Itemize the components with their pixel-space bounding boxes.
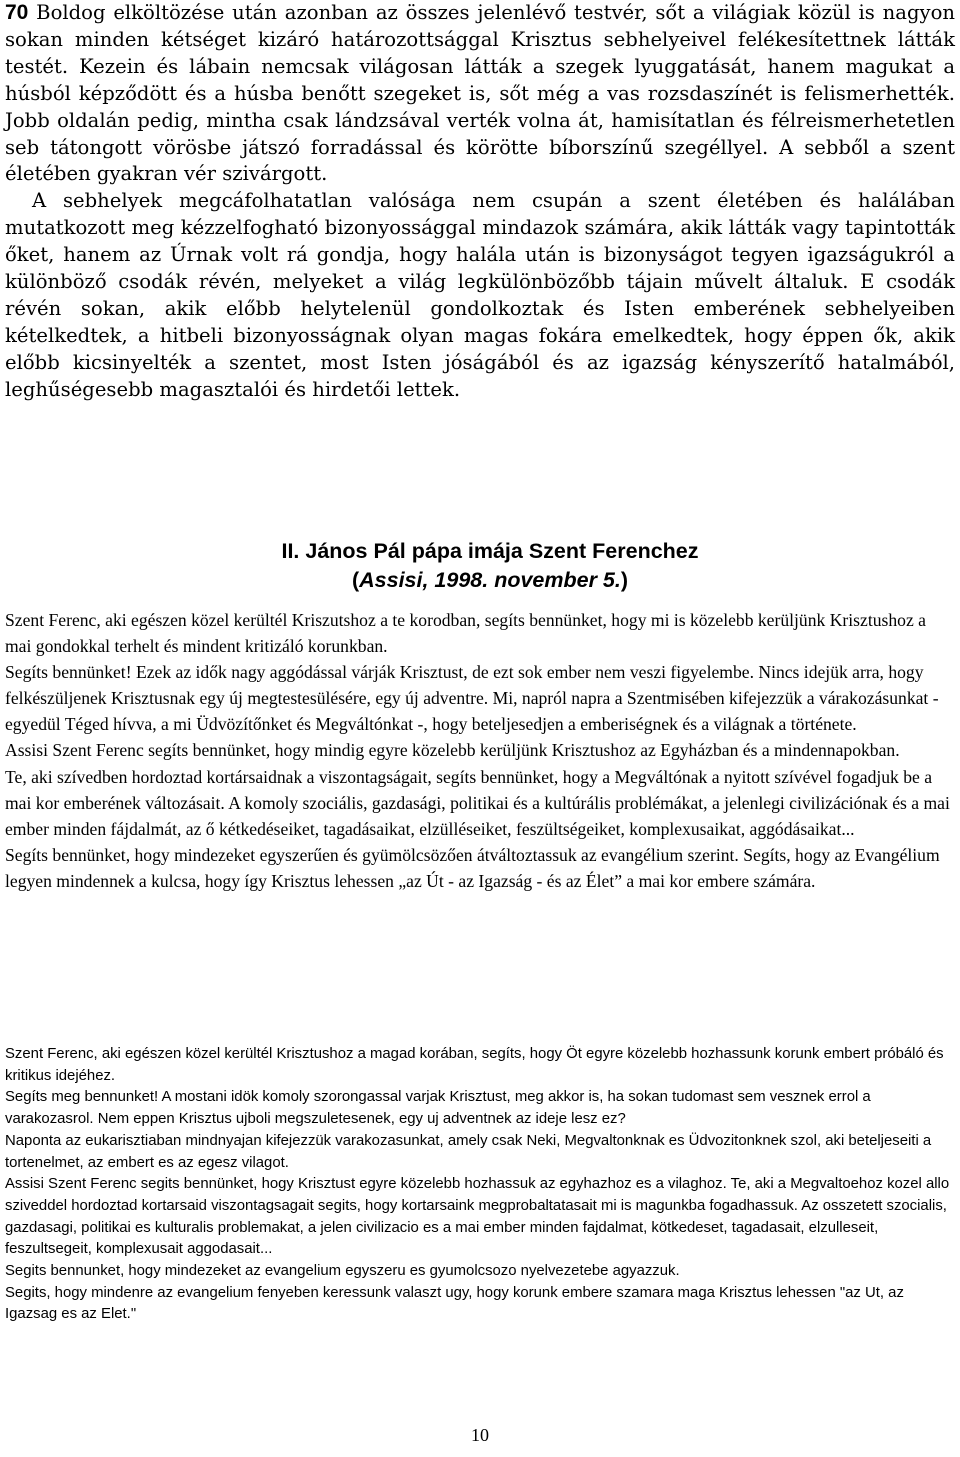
paragraph-text: Boldog elköltözése után azonban az összes jelenlévő testvér, sőt a világiak közül is nagyon sokan minden kétséget kizáró határozottsággal Krisztus sebhelyeivel felékesítettnek látták testét. Kezein és lábain nemcsak világosan látták a szegek lyuggatását, hanem magukat a húsból képződött és a húsba benőtt szegeket is, sőt még a vas rozsdaszínét is felismerhették. Jobb oldalán pedig, mintha csak lándzsával verték volna át, hamisítatlan és félreismerhetetlen seb tátongott vörösbe játszó forradással és körötte bíborszínű szegéllyel. A sebből a szent életében gyakran vér szivárgott. — [5, 1, 955, 186]
prayer-paragraph: Segits, hogy mindenre az evangelium fenyeben keressunk valaszt ugy, hogy korunk embere szamara maga Krisztus lehessen "az Ut, az Igazsag es az Elet." — [5, 1284, 904, 1323]
prayer-subtitle — [0, 566, 960, 595]
prayer-paragraph: Segíts meg bennunket! A mostani idök komoly szorongassal varjak Krisztust, meg akkor is, ha sokan tudomast sem vesznek errol a varakozasrol. Nem eppen Krisztus ujboli megszuletesenek, egy uj adventnek az ideje lesz ez? — [5, 1089, 871, 1128]
prayer-title: II. János Pál pápa imája Szent Ferenchez — [281, 539, 699, 563]
subtitle-close-paren: ) — [620, 568, 629, 592]
prayer-paragraph: Szent Ferenc, aki egészen közel kerültél Krisztushoz a magad korában, segíts, hogy Öt egyre közelebb hozhassunk korunk embert próbáló és kritikus idejéhez. — [5, 1046, 944, 1084]
hungarian-legend-text — [5, 0, 955, 404]
paragraph-70 — [5, 0, 955, 188]
prayer-paragraph: Segíts bennünket, hogy mindezeket egyszerűen és gyümölcsözően átváltoztassuk az evangélium szerint. Segíts, hogy az Evangélium legyen mindennek a kulcsa, hogy így Krisztus lehessen „az Út - az Igazság - és az Élet” a mai kor embere számára. — [5, 844, 940, 891]
prayer-paragraph: Segíts bennünket! Ezek az idők nagy aggódással várják Krisztust, de ezt sok ember nem veszi figyelembe. Nincs idejük arra, hogy felkészüljenek Krisztusnak egy új megtestesülésére, egy új adventre. Mi, napról napra a Szentmisében kifejezzük a várakozásunkat - egyedül Téged hívva, a mi Üdvözítőnket és Megváltónkat -, hogy beteljesedjen a emberiségnek és a világnak a története. — [5, 662, 939, 735]
prayer-paragraph: Szent Ferenc, aki egészen közel kerültél Kriszutshoz a te korodban, segíts bennünket, hogy mi is közelebb kerüljünk Krisztushoz a mai gondokkal terhelt és mindent kritizáló korunkban. — [5, 610, 926, 657]
paragraph-number: 70 — [5, 1, 29, 24]
paragraph-stigmata-miracles: A sebhelyek megcáfolhatatlan valósága nem csupán a szent életében és halálában mutatkozott meg kézzelfogható bizonyossággal mindazok számára, akik látták vagy tapintották őket, hanem az Úrnak volt rá gondja, hogy halála után is bizonyságot tegyen igazságukról a különböző csodák révén, melyeket a világ legkülönbözőbb tájain művelt általuk. E csodák révén sokan, akik előbb helytelenül gondolkoztak és Isten emberének sebhelyeiben kételkedtek, a hitbeli bizonyosságnak olyan magas fokára emelkedtek, hogy éppen ők, akik előbb kicsinyelték a szentet, most Isten jóságából és az igazság kényszerítő hatalmából, leghűségesebb magasztalói és hirdetői lettek. — [5, 189, 955, 401]
prayer-text-accented — [5, 607, 955, 894]
subtitle-place-date: Assisi, 1998. november 5. — [359, 568, 621, 592]
prayer-text-unaccented — [5, 1044, 955, 1326]
prayer-paragraph: Segits bennunket, hogy mindezeket az evangelium egyszeru es gyumolcsozo nyelvezetebe agyazzuk. — [5, 1263, 680, 1280]
prayer-paragraph: Te, aki szívedben hordoztad kortársaidnak a viszontagságait, segíts bennünket, hogy a Megváltónak a nyitott szívével fogadjuk be a mai kor emberének változásait. A komoly szociális, gazdasági, politikai és a kultúrális problémákat, a jelenlegi civilizációnak és a mai ember minden fájdalmát, az ő kétkedéseiket, tagadásaikat, elzülléseiket, feszültségeiket, komplexusaikat, aggódásaikat... — [5, 766, 950, 839]
subtitle-open-paren: ( — [351, 568, 360, 592]
prayer-paragraph: Naponta az eukarisztiaban mindnyajan kifejezzük varakozasunkat, amely csak Neki, Megvaltonknak es Üdvozitonknek szol, aki beteljeseiti a tortenelmet, az embert es az egesz vilagot. — [5, 1132, 932, 1171]
page-number: 10 — [471, 1425, 489, 1445]
prayer-paragraph: Assisi Szent Ferenc segíts bennünket, hogy mindig egyre közelebb kerüljünk Krisztushoz az Egyházban és a mindennapokban. — [5, 740, 900, 761]
prayer-paragraph: Assisi Szent Ferenc segits bennünket, hogy Krisztust egyre közelebb hozhassuk az egyhazhoz es a vilaghoz. Te, aki a Megvaltoehoz kozel allo sziveddel hordoztad kortarsaid viszontagsagait segits, hogy kortarsaink megprobaltatasait mi is magunkba fogadhassuk. Az osszetett szocialis, gazdasagi, politikai es kulturalis problemakat, a jelen civilizacio es a mai ember minden fajdalmat, kötkedeset, tagadasait, elzulleseit, feszultsegeit, komplexusait aggodasait... — [5, 1176, 950, 1258]
